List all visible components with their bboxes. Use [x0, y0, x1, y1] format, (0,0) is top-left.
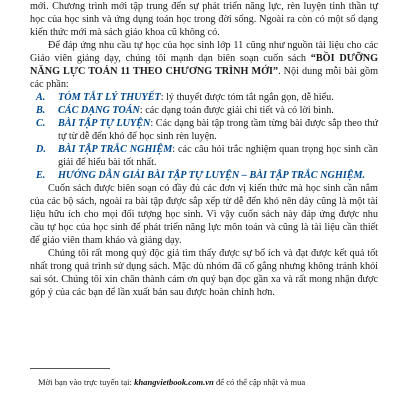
section-desc: : Các dạng bài tập trong tầm từng bài được sắp theo thứ tự từ dễ đến khó để học sinh rèn luyện.	[58, 118, 378, 142]
footnote	[38, 377, 378, 388]
paragraph-purpose	[30, 39, 378, 91]
section-desc: : các dạng toán được giải chi tiết và có lời bình.	[139, 105, 334, 116]
section-text	[58, 143, 378, 169]
section-title: BÀI TẬP TỰ LUYỆN	[58, 118, 151, 129]
section-list	[30, 91, 378, 182]
book-title: “BỒI DƯỠNG NĂNG LỰC TOÁN 11 THEO CHƯƠNG TRÌNH MỚI”	[30, 53, 379, 77]
section-title: TÓM TẮT LÝ THUYẾT	[58, 92, 161, 103]
footnote-divider	[30, 368, 110, 369]
section-text	[58, 91, 378, 104]
section-title: CÁC DẠNG TOÁN	[58, 105, 140, 116]
section-desc: : các câu hỏi trắc nghiệm quan trọng học sinh cần giải để hiểu bài tốt nhất.	[58, 144, 379, 168]
section-desc: : lý thuyết được tóm tắt ngắn gọn, dễ hiểu.	[160, 92, 334, 103]
footnote-text-end: để có thể cập nhật và mua	[213, 377, 306, 387]
section-letter: D.	[36, 144, 46, 155]
section-text	[58, 104, 378, 117]
section-text	[58, 117, 378, 143]
section-letter: B.	[36, 105, 46, 116]
section-item-a	[30, 91, 378, 104]
section-text	[58, 169, 378, 182]
section-title: BÀI TẬP TRẮC NGHIỆM	[58, 144, 173, 155]
section-item-e	[30, 169, 378, 182]
section-letter: C.	[36, 118, 46, 129]
footnote-text: Mời bạn vào trực tuyến tại:	[38, 377, 135, 387]
preface-body	[30, 0, 378, 299]
purpose-text: Để đáp ứng nhu cầu tự học của học sinh lớp 11 cũng như nguồn tài liệu cho các Giáo viên giảng dạy, chúng tôi mạnh dạn biên soạn cuốn sách	[30, 40, 378, 64]
section-title: HƯỚNG DẪN GIẢI BÀI TẬP TỰ LUYỆN – BÀI TẬP TRẮC NGHIỆM.	[58, 170, 366, 181]
section-item-b	[30, 104, 378, 117]
section-item-d	[30, 143, 378, 169]
paragraph-intro: mới. Chương trình mới tập trung đến sự phát triển năng lực, rèn luyện tinh thần tự học của học sinh và ứng dụng toán học trong đời sống. Ngoài ra còn có một số dạng kiến thức mới mà sách giáo khoa cũ không có.	[30, 1, 378, 38]
section-letter: E.	[36, 170, 46, 181]
paragraph-closing: Chúng tôi rất mong quý độc giả tìm thấy được sự bổ ích và đạt được kết quả tốt nhất trong quá trình sử dụng sách. Mặc dù nhóm đã cố gắng nhưng không tránh khỏi sai sót. Chúng tôi xin chân thành cảm ơn quý bạn đọc gần xa và rất mong nhận được góp ý của các bạn để lần xuất bản sau được hoàn chỉnh hơn.	[30, 248, 378, 298]
website-link[interactable]: khangvietbook.com.vn	[134, 377, 214, 387]
section-item-c	[30, 117, 378, 143]
purpose-text-end: . Nội dung mỗi bài gồm các phần:	[30, 66, 378, 90]
section-letter: A.	[36, 92, 46, 103]
paragraph-content: Cuốn sách được biên soạn có đầy đủ các đơn vị kiến thức mà học sinh cần nắm của các bộ sách, ngoài ra bài tập được sắp xếp từ dễ đến khó nên dày cũng là một tài liệu hữu ích cho mọi đối tượng học sinh. Vì vậy cuốn sách này đáp ứng được nhu cầu tự học của học sinh để phát triển năng lực môn toán và cũng là tài liệu cần thiết để giáo viên tham khảo và giảng dạy.	[30, 183, 378, 246]
